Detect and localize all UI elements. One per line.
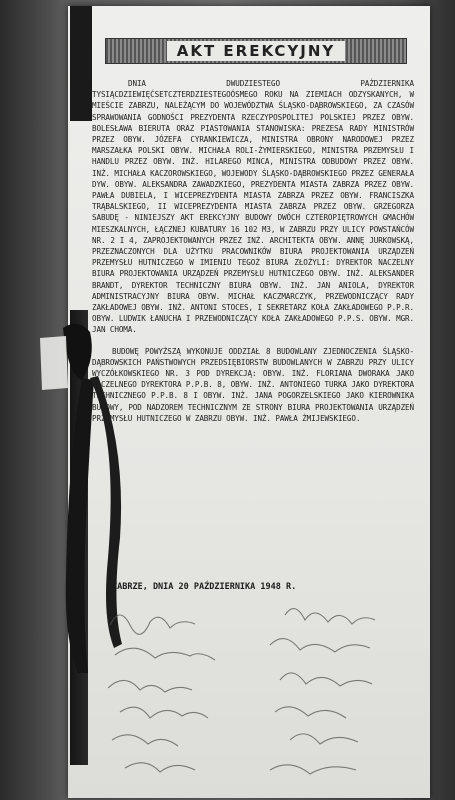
body-paragraph-1: DNIA DWUDZIESTEGO PAŹDZIERNIKA TYSIĄCDZIEWIĘĆSETCZTERDZIESTEGOÓSMEGO ROKU NA ZIEMIACH ODZYSKANYCH, W MIEŚCIE ZABRZU, NALEŻĄCYM DO WOJEWÓDZTWA ŚLĄSKO-DĄBROWSKIEGO, ZA CZASÓW SPRAWOWANIA GODNOŚCI PREZYDENTA RZECZYPOSPOLITEJ POLSKIEJ PRZEZ OBYW. BOLESŁAWA BIERUTA ORAZ PIASTOWANIA STANOWISKA: PREZESA RADY MINISTRÓW PRZEZ OBYW. JÓZEFA CYRANKIEWICZA, MINISTRA OBRONY NARODOWEJ PRZEZ MARSZAŁKA POLSKI OBYW. MICHAŁA ROLI-ŻYMIERSKIEGO, MINISTRA PRZEMYSŁU I HANDLU PRZEZ OBYW. INŻ. HILAREGO MINCA, MINISTRA ODBUDOWY PRZEZ OBYW. INŻ. MICHAŁA KACZOROWSKIEGO, WOJEWODY ŚLĄSKO-DĄBROWSKIEGO PRZEZ GENERAŁA DYW. OBYW. ALEKSANDRA ZAWADZKIEGO, PREZYDENTA MIASTA ZABRZA PRZEZ OBYW. PAWŁA DUBIELA, I WICEPREZYDENTA MIASTA ZABRZA PRZEZ OBYW. FRANCISZKA TRĄBALSKIEGO, II WICEPREZYDENTA MIASTA ZABRZA PRZEZ OBYW. GRZEGORZA SABUDĘ - NINIEJSZY AKT EREKCYJNY BUDOWY DWÓCH CZTEROPIĘTROWYCH GMACHÓW MIESZKALNYCH, ŁĄCZNEJ KUBATURY 16 102 M3, W ZABRZU PRZY ULICY POWSTAŃCÓW NR. 2 I 4, ZAPROJEKTOWANYCH PRZEZ INŻ. ARCHITEKTA OBYW. ANNĘ JURKOWSKĄ, PRZEZNACZONYCH DLA UŻYTKU PRACOWNIKÓW BIURA PROJEKTOWANIA URZĄDZEŃ PRZEMYSŁU HUTNICZEGO W IMIENIU TEGOŻ BIURA ZŁOŻYLI: DYREKTOR NACZELNY BIURA PROJEKTOWANIA URZĄDZEŃ PRZEMYSŁU HUTNICZEGO OBYW. INŻ. ALEKSANDER BRANDT, DYREKTOR TECHNICZNY BIURA OBYW. INŻ. JAN ANIOLA, DYREKTOR ADMINISTRACYJNY BIURA OBYW. MICHAŁ KACZMARCZYK, PRZEWODNICZĄCY RADY ZAKŁADOWEJ OBYW. INŻ. ANTONI STOCES, I SEKRETARZ KOŁA ZAKŁADOWEGO P.P.R. OBYW. LUDWIK ŁANUCHA I PRZEWODNICZĄCY KOŁA ZAKŁADOWEGO P.P.S. OBYW. MGR. JAN CHOMA. (92, 79, 414, 335)
document-body (92, 78, 414, 424)
document-title-banner (105, 38, 407, 64)
document-title: AKT EREKCYJNY (167, 41, 346, 61)
body-paragraph-2: BUDOWĘ POWYŻSZĄ WYKONUJE ODDZIAŁ 8 BUDOWLANY ZJEDNOCZENIA ŚLĄSKO-DĄBROWSKICH PAŃSTWOWYCH PRZEDSIĘBIORSTW BUDOWLANYCH W ZABRZU PRZY ULICY WYCZÓŁKOWSKIEGO NR. 3 POD DYREKCJĄ: OBYW. INŻ. FLORIANA DWORAKA JAKO NACZELNEGO DYREKTORA P.P.B. 8, OBYW. INŻ. ANTONIEGO TURKA JAKO DYREKTORA TECHNICZNEGO P.P.B. 8 I OBYW. INŻ. JANA POGORZELSKIEGO JAKO KIEROWNIKA BUDOWY, POD NADZOREM TECHNICZNYM ZE STRONY BIURA PROJEKTOWANIA URZĄDZEŃ PRZEMYSŁU HUTNICZEGO W ZABRZU OBYW. INŻ. PAWŁA ŻMIJEWSKIEGO. (92, 346, 414, 423)
date-line: ZABRZE, DNIA 20 PAŹDZIERNIKA 1948 R. (112, 582, 297, 592)
black-mourning-band (70, 6, 92, 121)
handwritten-signatures (100, 600, 410, 790)
